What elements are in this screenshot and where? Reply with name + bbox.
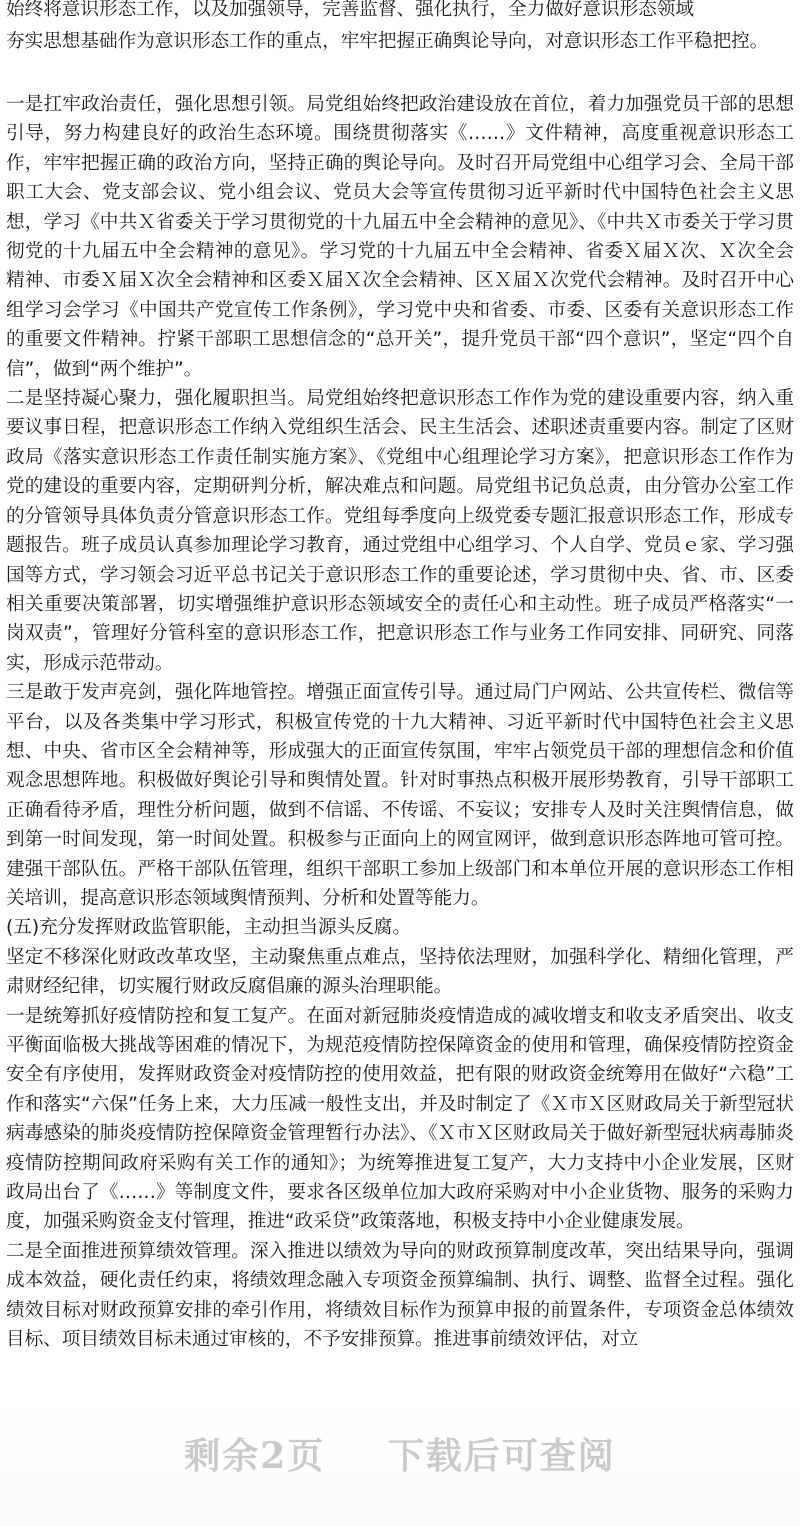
remaining-pages-label: 剩余2页 bbox=[184, 1435, 326, 1477]
paragraph: 三是敢于发声亮剑，强化阵地管控。增强正面宣传引导。通过局门户网站、公共宣传栏、微信等平台，以及各类集中学习形式，积极宣传党的十九大精神、习近平新时代中国特色社会主义思想、中央、省市区全会精神等，形成强大的正面宣传氛围，牢牢占领党员干部的理想信念和价值观念思想阵地。积极做好舆论引导和舆情处置。针对时事热点积极开展形势教育，引导干部职工正确看待矛盾，理性分析问题，做到不信谣、不传谣、不妄议；安排专人及时关注舆情信息，做到第一时间发现，第一时间处置。积极参与正面向上的网宣网评，做到意识形态阵地可管可控。建强干部队伍。严格干部队伍管理，组织干部职工参加上级部门和本单位开展的意识形态工作相关培训，提高意识形态领域舆情预判、分析和处置等能力。 bbox=[6, 682, 794, 909]
paragraph: 坚定不移深化财政改革攻坚，主动聚焦重点难点，坚持依法理财，加强科学化、精细化管理，严肃财经纪律，切实履行财政反腐倡廉的源头治理职能。 bbox=[6, 946, 794, 998]
download-to-view-label[interactable]: 下载后可查阅 bbox=[387, 1435, 616, 1477]
paragraph: 一是扛牢政治责任，强化思想引领。局党组始终把政治建设放在首位，着力加强党员干部的思想引导，努力构建良好的政治生态环境。围绕贯彻落实《……》文件精神，高度重视意识形态工作，牢牢把握正确的政治方向，坚持正确的舆论导向。及时召开局党组中心组学习会、全局干部职工大会、党支部会议、党小组会议、党员大会等宣传贯彻习近平新时代中国特色社会主义思想，学习《中共Ｘ省委关于学习贯彻党的十九届五中全会精神的意见》、《中共Ｘ市委关于学习贯彻党的十九届五中全会精神的意见》。学习党的十九届五中全会精神、省委Ｘ届Ｘ次、Ｘ次全会精神、市委Ｘ届Ｘ次全会精神和区委Ｘ届Ｘ次全会精神、区Ｘ届Ｘ次党代会精神。及时召开中心组学习会学习《中国共产党宣传工作条例》，学习党中央和省委、市委、区委有关意识形态工作的重要文件精神。拧紧干部职工思想信念的“总开关”，提升党员干部“四个意识”，坚定“四个自信”，做到“两个维护”。 bbox=[6, 94, 794, 380]
top-partial-line: 夯实思想基础作为意识形态工作的重点，牢牢把握正确舆论导向，对意识形态工作平稳把控。 bbox=[6, 31, 769, 52]
paragraph: 二是全面推进预算绩效管理。深入推进以绩效为导向的财政预算制度改革，突出结果导向，强调成本效益，硬化责任约束，将绩效理念融入专项资金预算编制、执行、调整、监督全过程。强化绩效目标对财政预算安排的牵引作用，将绩效目标作为预算申报的前置条件，专项资金总体绩效目标、项目绩效目标未通过审核的，不予安排预算。推进事前绩效评估，对立 bbox=[6, 1240, 794, 1351]
top-partial-text bbox=[0, 0, 800, 52]
section-heading: (五)充分发挥财政监管职能，主动担当源头反腐。 bbox=[6, 917, 411, 939]
top-partial-line: 始终将意识形态工作，以及加强领导，完善监督、强化执行，全力做好意识形态领域 bbox=[6, 0, 694, 20]
download-prompt[interactable] bbox=[0, 1428, 800, 1479]
document-body bbox=[6, 90, 794, 1354]
paragraph: 二是坚持凝心聚力，强化履职担当。局党组始终把意识形态工作作为党的建设重要内容，纳入重要议事日程，把意识形态工作纳入党组织生活会、民主生活会、述职述责重要内容。制定了区财政局《落实意识形态工作责任制实施方案》、《党组中心组理论学习方案》，把意识形态工作作为党的建设的重要内容，定期研判分析，解决难点和问题。局党组书记负总责，由分管办公室工作的分管领导具体负责分管意识形态工作。党组每季度向上级党委专题汇报意识形态工作，形成专题报告。班子成员认真参加理论学习教育，通过党组中心组学习、个人自学、党员ｅ家、学习强国等方式，学习领会习近平总书记关于意识形态工作的重要论述，学习贯彻中央、省、市、区委相关重要决策部署，切实增强维护意识形态领域安全的责任心和主动性。班子成员严格落实“一岗双责”，管理好分管科室的意识形态工作，把意识形态工作与业务工作同安排、同研究、同落实，形成示范带动。 bbox=[6, 388, 794, 674]
paragraph: 一是统筹抓好疫情防控和复工复产。在面对新冠肺炎疫情造成的减收增支和收支矛盾突出、收支平衡面临极大挑战等困难的情况下，为规范疫情防控保障资金的使用和管理，确保疫情防控资金安全有序使用，发挥财政资金对疫情防控的使用效益，把有限的财政资金统筹用在做好“六稳”工作和落实“六保”任务上来，大力压减一般性支出，并及时制定了《Ｘ市Ｘ区财政局关于新型冠状病毒感染的肺炎疫情防控保障资金管理暂行办法》、《Ｘ市Ｘ区财政局关于做好新型冠状病毒肺炎疫情防控期间政府采购有关工作的通知》；为统筹推进复工复产，大力支持中小企业发展，区财政局出台了《……》等制度文件，要求各区级单位加大政府采购对中小企业货物、服务的采购力度，加强采购资金支付管理，推进“政采贷”政策落地，积极支持中小企业健康发展。 bbox=[6, 1005, 794, 1233]
